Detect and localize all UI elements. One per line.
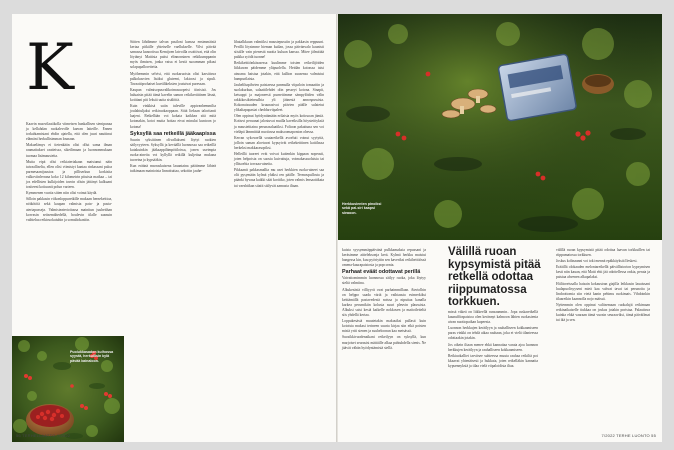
paragraph: Jos oikein iltaan menee ehkä kannattaa varata ajoa luonnon herkkujen keräilyyn ja rauhalliseen kokkaamiseen.: [448, 342, 538, 352]
left-col-2: [130, 40, 216, 175]
paragraph: Nyttemmin olen oppinut valitsemaan ruokalajit retkimaan retkinaikaiselle tiukkaa on joskus jotakin poristaa. Palauttava kuinka ehkä vaaraan tämä vuosin seuraaviksi, tämä päiväilmat tai ikä ja sen.: [556, 302, 650, 323]
paragraph: Mutta eipä olisi retkiateriakaan maistunut näin taivaalliselta, ellen olisi viimistyt kantaa rinkassani paloa parmesaanijuustoa ja pilliserkun korkisita valkoviinlerrana koko 12 kilometrin pituista matkaa – tai jos edellisten kulkijoiden tavoin olisin jättänyt kulkuani tositeeni kotiuunit polun varteen.: [26, 159, 112, 190]
pull-quote: Välillä ruoan kypsymistä pitää retkellä odottaa riippumatossa torkkuen.: [448, 246, 541, 309]
paragraph: Silloin pakkasin viikonloppuretkille mukaan hernekeittoa, nötkötöiä sekä kaupan valmista pata- ja pasta-ateriapusseja. Valmisteaterioitussa mainitun juuheithan korvasin seitsemähedellä, boulevin tilalle saanuin vaihtelua retkiruokaiuhin ja somaliokastiin.: [26, 197, 112, 222]
paragraph: Kuin vinkkisä saiin tuleville appivanhemmilta joulahtuljaksi retkiruokaoppaan. Siitä lieksan taloritanti laajeni. Retkellään voi kokata kaikkea sitä mitä kotonakin, kotoi mutta hoitaa eivat minulat kuntoon jo kotona!: [130, 104, 216, 129]
section-heading: Syksyllä saa retkeillä jääkaapissa: [130, 130, 216, 137]
paragraph: Retkiuokalliet tarvitsee suhteessa muuta rauhaa retkiltä poi kkaavat yhtenäisesti ja hukkata, joten retkelläkin kannatta kypsennyksiä ja tilaa vielä viipaloidista iltaa.: [448, 353, 538, 368]
section-heading: Parhaat eväät odottavat perillä: [342, 269, 421, 276]
paragraph: Myöhemmin selvisi, että ruokaruoista olisi karsittava palkokasvien lisäksi gluteeni, laktoosi ja sipuli. Tavaattiprohaiset kuetilikeksien joutuivat puressan.: [130, 71, 216, 86]
paragraph: Pikkaanit pakkasmallia mu uset herkkien ruoka-aineet saa olit pysymään kylmä yhäksi ren päälle. Termospullosta ja päänki hyvaaa kaikki säät koritiko, joten valmis lensaattikata tai vaeshtikan siiatit säilyvät aamusta iltaan.: [234, 168, 324, 188]
paragraph: Siitten lähdimme talvan pasiloni kanssa ensimmäistä kertaa pitkälle yhteiselle vaellukselle. Vilvi päivää samassa kanootissa Kemijoen latvoilla osoittivat, että olin löytänyt Mattista paitsi elinnonsinen retkikumppanin myös ihmisen, jonka vatsa ei kestä suoamman pikusi solapupalloretteita.: [130, 40, 216, 70]
paragraph: Kaavin muovilaatikolla viimeisen hunkallisen sienipunaa ja kellahdan ruokalevolle kaeran latteille. Ennen torkahtamistani ehdin ajatella, että olen juuri nauttinut elämäni herkullisimman lounaan.: [26, 122, 112, 142]
paragraph: Makuelämys ei tietenkään olisi ollut sama ilman raamattukset raatteissa, sikeilimaan ja luonnonmukaan tuomaa lisämausteita.: [26, 143, 112, 158]
paragraph: Hiilitoreissalla haisain kokaustran giajilla leikkasin lauaissani luulapuolisyyseni mieä kaa vahvat tavat tai perunoita ja lindoottomia siin vietä kanin pehimu ruokimais. Vihdoinkin tilaaretkin kaannolla nojo mäissä.: [556, 281, 650, 301]
page-folio: 56 TERHELLAATTO 7/2022: [16, 433, 71, 438]
paragraph: Luonnon herkkujen keräilyyn ja rauhalliseen kokkaamiseen paras vinkki on tehdä aikaa rauhaan, joka ei vielä tilanteessa odottaakin jotakin.: [448, 326, 538, 341]
dropcap-letter: K: [26, 31, 74, 105]
paragraph: Suurin syksittinen olivallakseni löytyi ruokien säilyvyyteen. Syksyllä ja keväällä luonnossa saa retkeillä kutakuinkin jääkaappilämpötiloissa, jonen useimpia ruoka-aineita voi kyllyllä retkillä kuljettaa mukana tuoreina ja kypsääkin.: [130, 137, 216, 162]
paragraph: Kaupan valmisopusvalikoimasuopeisi tiinisisä. Jos haluaisin pitää tämä kavelin samon retkikertittinen läsnä, kotitiani piti leksiä uutta sisälöitä.: [130, 87, 216, 103]
paragraph: välillä ruoan kypsymistä pitää odottaa laavun torkkuillen tai riippumatossa torkkuen.: [556, 248, 650, 258]
picnic-photo: [338, 14, 662, 240]
right-col-2: [448, 310, 538, 370]
paragraph: Retkikeittiönkäsasessa kuulimme toisten retkeilijöiden liikkuvan päidemme yläpuolella. Heidän koirassa taisi ainoana haistaa jotakin, että kallion suusensa valmistui hampurilaista.: [234, 61, 324, 81]
photo-caption: Puolukkasadon kulhossa syystä, herkullisin kylä pävää kainaloon.: [70, 350, 114, 363]
page-folio: 7/2022 TERHE LUONTO 55: [601, 433, 656, 438]
left-col-1: [26, 122, 112, 224]
paragraph: Kun eräänä marraskuisena lauantaina päätimme lähteä tutkimaan mainioista linnoituttaa, sekoitin jauhe-: [130, 164, 216, 174]
paragraph: Helleillä tuoreet evät voivat kuitenkin kippaan nopeasti, joten helpoista on suosia kuivattuja, voimakassuolaisia tai ylläsoehia torvaaa-aineita.: [234, 151, 324, 167]
left-col-3: [234, 40, 324, 190]
paragraph: Kymmenen vuotta sitten niin olisi voinut käydä.: [26, 191, 98, 196]
paragraph: Kerran sykovaellä soutaretkellä avoeluti voinut syytyttä, jolloin saman aloetuvat kypsyivät retkeketttinen kattilassa herkeksi makkarasopiksi.: [234, 135, 324, 150]
left-page: [12, 14, 336, 442]
paragraph: Erääillä olokauden melontaretkellä päivällistorion kypsymisen kesti niin kauan, että Matti ehti jää odottellessa onkia, perata ja paistaa ahvenen alkupalaksi.: [556, 265, 650, 280]
photo-caption: Herkkusienten pinoiksi sekä pai-siri kaapsi sieaoon.: [342, 202, 382, 215]
paragraph: lihatalkkuun valmiiksi maustepussiin ja pakkasin reppuuni. Perillä löysimme hieman kuilan, jossa päivänvalo kaunisti siisälle vain pienestä nuoiia kuluan kanssa. Mitee jälmittää paikka syödä tuonne!: [234, 40, 324, 60]
right-col-1: [342, 248, 426, 352]
right-page: [338, 14, 662, 442]
paragraph: missä väkeä on liikkeellä runsaammin.. Jopa ruskaretkellä kaunuffiinpaistoa olen kerännyt kalmoon lähten ruokasienia aivan nuotiopaikan kupeesta.: [448, 310, 538, 325]
picnic-photo-art: [338, 14, 662, 240]
paragraph: Alkukesästä villiyyrit ovat parhaimmillaan. Ateriolhin on helppo saada väriä ja vaihtaasta esimerkiksi keittämällä pastavedestä noissa ja niputtaa kanalla karkea perumikiin kolusta suuri pleuvin plaussista. Alkuksi saisi kesiä kaikelle nokkosen ja maitoileiteltä siis yhdellä kertaa.: [342, 287, 426, 318]
paragraph: Jauhelihapihvien paistaessa panmulla viipaloin tomaattin ja suolakurkun, salaattilehdet olin pesseyt kotona. Sinapit, ketsuppi ja majoneesit purnettimme sämpylöiden välin rakkikosikteinsulhia yli jäänestä annospussista. Kokonaisuuden kruunasivat päivien päälle sulatetut ylikaltapapasiat cheddarviipaleet.: [234, 82, 324, 113]
paragraph: Vaivattomimmin luonnossa säilyy ruoka, joka löytyy sieltä valmiina.: [342, 276, 426, 286]
paragraph: Joskus kolinaanni voi toki mennä epäkkäyksiä lleskesi.: [556, 259, 638, 264]
right-col-3: [556, 248, 650, 324]
lingonberry-photo: [12, 336, 124, 442]
paragraph: kuista syysymmäppäivänä pulkkamaksia repussani ja keräsimme aitteleksonja kerä. Kylmä herkku maistui hangessa kin, kuu pyöriyttin sen kaveriksi retkiheittiössä omena-kaurapaistosta ja popcornia.: [342, 248, 426, 268]
paragraph: Loppukesästä muutetakin makusiksi pallasit kuin kotoisia mukasi terineen suurta kirjaa siin eikä poisten mistä yrtti sienen ja suuheloonun kaa metsässä.: [342, 319, 426, 334]
paragraph: Olen oppinut hyödyntämään erilaisia myös kotiruoan jämiä. Kotiuvi peruunat jalostuvat muilla kaveiksilla höysteittyksiä ja mausteittaina perunasalaatiksi. Folioon pakattuna sen voi vieläpä lämmittää nuotiossa maksoomaponton ohessa.: [234, 114, 324, 134]
paragraph: Suosikkivuodenaikani retkeilyyn on syksyllä, kun marjoiset seurasist mättäille alkaa pahtuhdella sienis. Ne jäävät vähän hyödyntämistä siellä.: [342, 335, 426, 350]
